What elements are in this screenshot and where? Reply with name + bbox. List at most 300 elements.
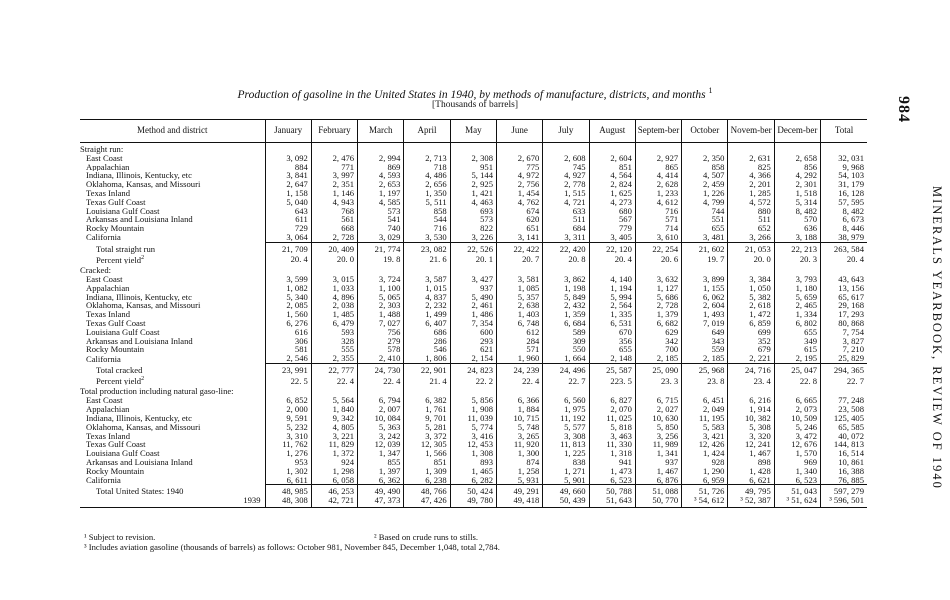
title-footnote-marker: 1 [708,86,713,95]
row-label-text: Louisiana Gulf Coast [86,449,160,459]
table-row [80,319,867,328]
table-cell: 4, 585 [358,198,404,207]
table-cell: 1, 908 [450,405,496,414]
table-cell: 1, 467 [728,449,774,458]
table-cell: 3, 997 [311,171,357,180]
table-cell: 352 [728,337,774,346]
table-cell: 629 [635,328,681,337]
table-cell: 1, 341 [635,449,681,458]
table-cell: 263, 584 [821,242,867,253]
row-label-text: East Coast [86,396,123,406]
table-cell: 9, 342 [311,414,357,423]
row-label-text: Arkansas and Louisiana Inland [86,458,193,467]
table-cell: 570 [774,215,820,224]
row-label-text: Louisiana Gulf Coast [86,327,160,337]
table-cell: 6, 684 [543,319,589,328]
table-cell: 865 [635,163,681,172]
column-header: Novem-ber [728,120,774,143]
table-cell: 2, 638 [496,301,542,310]
table-cell: 12, 676 [774,440,820,449]
row-label-text: Cracked: [80,265,112,276]
table-cell: 6, 382 [404,396,450,405]
table-cell: 50, 424 [450,485,496,496]
table-cell: 3, 141 [496,233,542,242]
row-label-text: Total United States: 1940 [96,486,184,497]
table-cell: 1, 085 [496,284,542,293]
table-cell: 21, 709 [265,242,311,253]
table-cell: 6, 802 [774,319,820,328]
table-cell: 4, 721 [543,198,589,207]
table-cell: 3, 310 [265,432,311,441]
table-cell: 6, 523 [589,476,635,485]
table-cell: 684 [543,224,589,233]
table-cell: 611 [265,215,311,224]
table-cell: 571 [635,215,681,224]
row-label-text: Total cracked [96,364,143,375]
table-cell: 636 [774,224,820,233]
table-cell: 3, 841 [265,171,311,180]
header-row [80,120,867,143]
table-cell: 23. 8 [682,375,728,386]
table-cell: 6, 673 [821,215,867,224]
table-cell: 16, 514 [821,449,867,458]
table-cell: 567 [589,215,635,224]
column-header: August [589,120,635,143]
table-cell: 7, 027 [358,319,404,328]
table-cell: 21, 602 [682,242,728,253]
table-cell: 2, 154 [450,354,496,363]
table-cell: 24, 716 [728,363,774,374]
table-cell: 1, 158 [265,189,311,198]
table-cell: 6, 238 [404,476,450,485]
table-cell: 838 [543,458,589,467]
row-label-text: East Coast [86,275,123,284]
table-cell: 2, 824 [589,180,635,189]
table-cell: 655 [682,224,728,233]
table-cell: 4, 572 [728,198,774,207]
table-cell: 6, 531 [589,319,635,328]
table-cell: 23, 991 [265,363,311,374]
table-cell: 2, 221 [728,354,774,363]
table-cell: 7, 754 [821,328,867,337]
table-cell: 5, 308 [728,423,774,432]
table-cell: 2, 465 [774,301,820,310]
row-label [80,385,265,396]
table-cell: 4, 593 [358,171,404,180]
column-header: July [543,120,589,143]
row-label [80,449,265,458]
row-label-text: Straight run: [80,144,124,154]
column-header: March [358,120,404,143]
table-cell: 286 [404,337,450,346]
table-cell: 3, 463 [589,432,635,441]
table-cell: 342 [635,337,681,346]
row-label [80,476,265,485]
footnote-row [84,532,864,542]
table-cell: 17, 293 [821,310,867,319]
row-label-text: Rocky Mountain [86,345,145,355]
table-cell: 11, 039 [450,414,496,423]
table-cell: 1, 298 [311,467,357,476]
table-cell: 3, 581 [496,275,542,284]
table-cell: 10, 509 [774,414,820,423]
row-label-text: Texas Gulf Coast [86,440,146,450]
table-cell: 11, 920 [496,440,542,449]
table-cell: 25, 047 [774,363,820,374]
table-cell: 49, 660 [543,485,589,496]
table-cell: 10, 630 [635,414,681,423]
table-cell: 884 [265,163,311,172]
table-cell: 293 [450,337,496,346]
table-cell: 2, 628 [635,180,681,189]
footnote-2: ² Based on crude runs to stills. [374,532,479,542]
table-cell: 2, 658 [774,154,820,163]
column-header: Decem-ber [774,120,820,143]
row-label-text: Texas Inland [86,188,131,198]
row-label [80,242,265,253]
table-cell: 1, 258 [496,467,542,476]
row-label-text: California [86,354,121,364]
table-cell: 652 [728,224,774,233]
row-label [80,354,265,363]
table-cell: 2, 461 [450,301,496,310]
table-cell: 1, 428 [728,467,774,476]
table-cell: 544 [404,215,450,224]
table-cell: 1, 840 [311,405,357,414]
table-cell: 6, 665 [774,396,820,405]
table-cell: 1, 194 [589,284,635,293]
table-cell: ³ 52, 387 [728,496,774,507]
table-cell: 6, 876 [635,476,681,485]
table-cell: 1, 100 [358,284,404,293]
table-cell: 31, 179 [821,180,867,189]
table-cell: 43, 643 [821,275,867,284]
table-cell: 356 [589,337,635,346]
total-row [80,363,867,374]
table-cell: 2, 546 [265,354,311,363]
row-label [80,301,265,310]
table-cell: 5, 818 [589,423,635,432]
table-cell: 24, 730 [358,363,404,374]
row-label [80,189,265,198]
table-cell: 3, 724 [358,275,404,284]
footnotes [84,532,864,552]
table-cell: 1, 499 [404,310,450,319]
table-cell: 716 [404,224,450,233]
table-cell: 8, 446 [821,224,867,233]
table-cell: 5, 901 [543,476,589,485]
table-cell: 5, 490 [450,293,496,302]
table-cell: 633 [543,207,589,216]
table-cell: 51, 726 [682,485,728,496]
table-cell: 6, 058 [311,476,357,485]
table-cell: 1, 570 [774,449,820,458]
row-label [80,154,265,163]
table-cell: 29, 168 [821,301,867,310]
table-cell: 2, 038 [311,301,357,310]
table-cell: 775 [496,163,542,172]
table-cell: 2, 604 [682,301,728,310]
table-cell: 23, 508 [821,405,867,414]
table-cell: 1, 421 [450,189,496,198]
table-cell: 9, 701 [404,414,450,423]
row-label [80,171,265,180]
table-cell: 555 [311,345,357,354]
table-cell: 655 [774,328,820,337]
table-row [80,449,867,458]
table-cell: 1, 467 [635,467,681,476]
table-cell: 1, 493 [682,310,728,319]
table-cell: 22. 2 [450,375,496,386]
column-header: Total [821,120,867,143]
row-label [80,180,265,189]
table-cell: 3, 188 [774,233,820,242]
footnote-marker: 2 [141,375,145,382]
row-label [80,467,265,476]
table-cell: 3, 862 [543,275,589,284]
table-cell: 1, 290 [682,467,728,476]
table-cell: 1, 397 [358,467,404,476]
table-cell: 8, 482 [821,207,867,216]
table-cell: 49, 418 [496,496,542,507]
table-cell: 3, 421 [682,432,728,441]
table-title [80,86,870,101]
table-cell: 779 [589,224,635,233]
table-cell: 541 [358,215,404,224]
table-cell: 5, 583 [682,423,728,432]
table-cell: 1, 488 [358,310,404,319]
table-cell: 3, 266 [728,233,774,242]
table-row [80,215,867,224]
table-cell: 3, 610 [635,233,681,242]
table-cell: 668 [311,224,357,233]
table-cell: 22. 5 [265,375,311,386]
table-cell: 1, 050 [728,284,774,293]
table-cell: 3, 308 [543,432,589,441]
table-cell: 600 [450,328,496,337]
percent-row [80,254,867,265]
table-cell: 5, 748 [496,423,542,432]
table-cell: 2, 303 [358,301,404,310]
table-cell: 6, 611 [265,476,311,485]
table-cell: 11, 762 [265,440,311,449]
table-cell: 2, 728 [635,301,681,310]
table-cell: 5, 659 [774,293,820,302]
table-cell: 11, 195 [682,414,728,423]
table-cell: 2, 195 [774,354,820,363]
table-cell: 2, 350 [682,154,728,163]
table-cell: 2, 185 [682,354,728,363]
table-cell: 2, 647 [265,180,311,189]
table-cell: 5, 850 [635,423,681,432]
table-cell: 5, 246 [774,423,820,432]
row-label-text: Oklahoma, Kansas, and Missouri [86,180,201,189]
table-cell: 6, 407 [404,319,450,328]
table-cell: 284 [496,337,542,346]
table-cell: 5, 363 [358,423,404,432]
row-label-text: Louisiana Gulf Coast [86,206,160,216]
row-label-text: 1939 [243,496,261,506]
table-cell: 12, 426 [682,440,728,449]
table-cell: 2, 631 [728,154,774,163]
table-cell: 16, 128 [821,189,867,198]
table-cell: 937 [635,458,681,467]
row-label [80,319,265,328]
row-label [80,143,265,154]
table-cell: 874 [496,458,542,467]
table-cell: 3, 793 [774,275,820,284]
table-cell: 22, 422 [496,242,542,253]
table-cell: 51, 643 [589,496,635,507]
table-cell: 20. 0 [728,254,774,265]
table-cell: 3, 242 [358,432,404,441]
table-cell: 714 [635,224,681,233]
table-cell: 9, 591 [265,414,311,423]
table-cell: 19. 8 [358,254,404,265]
table-cell: 51, 043 [774,485,820,496]
table-cell: 4, 273 [589,198,635,207]
table-cell: 1, 664 [543,354,589,363]
table-cell: 3, 827 [821,337,867,346]
table-cell: 4, 292 [774,171,820,180]
table-row [80,354,867,363]
column-header: June [496,120,542,143]
table-cell: 6, 794 [358,396,404,405]
table-cell: 20. 4 [589,254,635,265]
table-cell: 6, 682 [635,319,681,328]
table-cell: 2, 201 [728,180,774,189]
table-cell: 771 [311,163,357,172]
column-header: January [265,120,311,143]
table-cell: 1, 308 [450,449,496,458]
row-label-text: Rocky Mountain [86,466,145,476]
table-cell: 6, 523 [774,476,820,485]
table-cell: 1, 454 [496,189,542,198]
column-header: Septem-ber [635,120,681,143]
row-label [80,363,265,374]
table-cell: 621 [450,345,496,354]
table-cell: 3, 221 [311,432,357,441]
table-cell: 5, 314 [774,198,820,207]
table-cell: 22, 213 [774,242,820,253]
column-header: Method and district [80,120,265,143]
table-cell: 1, 465 [450,467,496,476]
row-label-text: Indiana, Illinois, Kentucky, etc [86,292,192,302]
table-cell: 2, 007 [358,405,404,414]
table-cell: 48, 308 [265,496,311,507]
table-cell: 9, 968 [821,163,867,172]
table-cell: 1, 884 [496,405,542,414]
table-cell: 546 [404,345,450,354]
table-cell: 2, 713 [404,154,450,163]
table-cell: 6, 276 [265,319,311,328]
table-cell: 571 [496,345,542,354]
table-cell: 2, 432 [543,301,589,310]
table-cell: 21. 4 [404,375,450,386]
row-label [80,396,265,405]
table-row [80,328,867,337]
table-cell: 2, 148 [589,354,635,363]
table-cell: 855 [358,458,404,467]
table-cell: 5, 382 [728,293,774,302]
table-cell: 22, 901 [404,363,450,374]
footnote-marker: 2 [141,254,145,261]
table-cell: 4, 486 [404,171,450,180]
row-label [80,423,265,432]
row-label [80,375,265,386]
percent-row [80,375,867,386]
table-cell: 47, 373 [358,496,404,507]
table-cell: 25, 968 [682,363,728,374]
table-cell: 3, 029 [358,233,404,242]
row-label-text: Texas Inland [86,310,131,319]
table-cell: 22. 4 [358,375,404,386]
table-cell: 3, 015 [311,275,357,284]
table-cell: 349 [774,337,820,346]
table-cell: 1, 560 [265,310,311,319]
table-cell: 11, 025 [589,414,635,423]
table-cell: 869 [358,163,404,172]
table-cell: 32, 031 [821,154,867,163]
table-cell: 1, 285 [728,189,774,198]
table-cell: 125, 405 [821,414,867,423]
table-cell: 679 [728,345,774,354]
row-label-text: Percent yield [96,254,142,265]
table-cell: 4, 140 [589,275,635,284]
table-cell: 2, 073 [774,405,820,414]
table-cell: 21, 774 [358,242,404,253]
row-label [80,207,265,216]
table-cell: 5, 232 [265,423,311,432]
table-cell: 589 [543,328,589,337]
table-cell: 11, 330 [589,440,635,449]
column-header: May [450,120,496,143]
table-cell: 1, 334 [774,310,820,319]
table-cell: 1, 197 [358,189,404,198]
row-label [80,345,265,354]
table-cell: 47, 426 [404,496,450,507]
table-cell: 6, 715 [635,396,681,405]
row-label [80,284,265,293]
row-label-text: Percent yield [96,375,142,386]
table-cell: 5, 774 [450,423,496,432]
table-cell: 3, 311 [543,233,589,242]
table-cell: 700 [635,345,681,354]
table-cell: 65, 617 [821,293,867,302]
footnote-3: ³ Includes aviation gasoline (thousands of barrels) as follows: October 981, November 845, December 1,048, total 2,784. [84,542,500,552]
table-cell: 328 [311,337,357,346]
table-cell: 12, 039 [358,440,404,449]
row-label [80,264,265,275]
table-cell: 674 [496,207,542,216]
column-header: October [682,120,728,143]
table-cell: 49, 490 [358,485,404,496]
row-label-text: Appalachian [86,162,130,172]
row-label [80,440,265,449]
row-label [80,275,265,284]
table-cell: 1, 309 [404,467,450,476]
row-label-text: Arkansas and Louisiana Inland [86,215,193,225]
table-cell: 744 [682,207,728,216]
table-row [80,207,867,216]
table-cell: 5, 931 [496,476,542,485]
footnote-1: ¹ Subject to revision. [84,532,156,542]
table-cell: 22. 7 [543,375,589,386]
table-cell: 2, 778 [543,180,589,189]
table-cell: 20. 7 [496,254,542,265]
table-cell: 16, 388 [821,467,867,476]
table-cell: 1, 198 [543,284,589,293]
